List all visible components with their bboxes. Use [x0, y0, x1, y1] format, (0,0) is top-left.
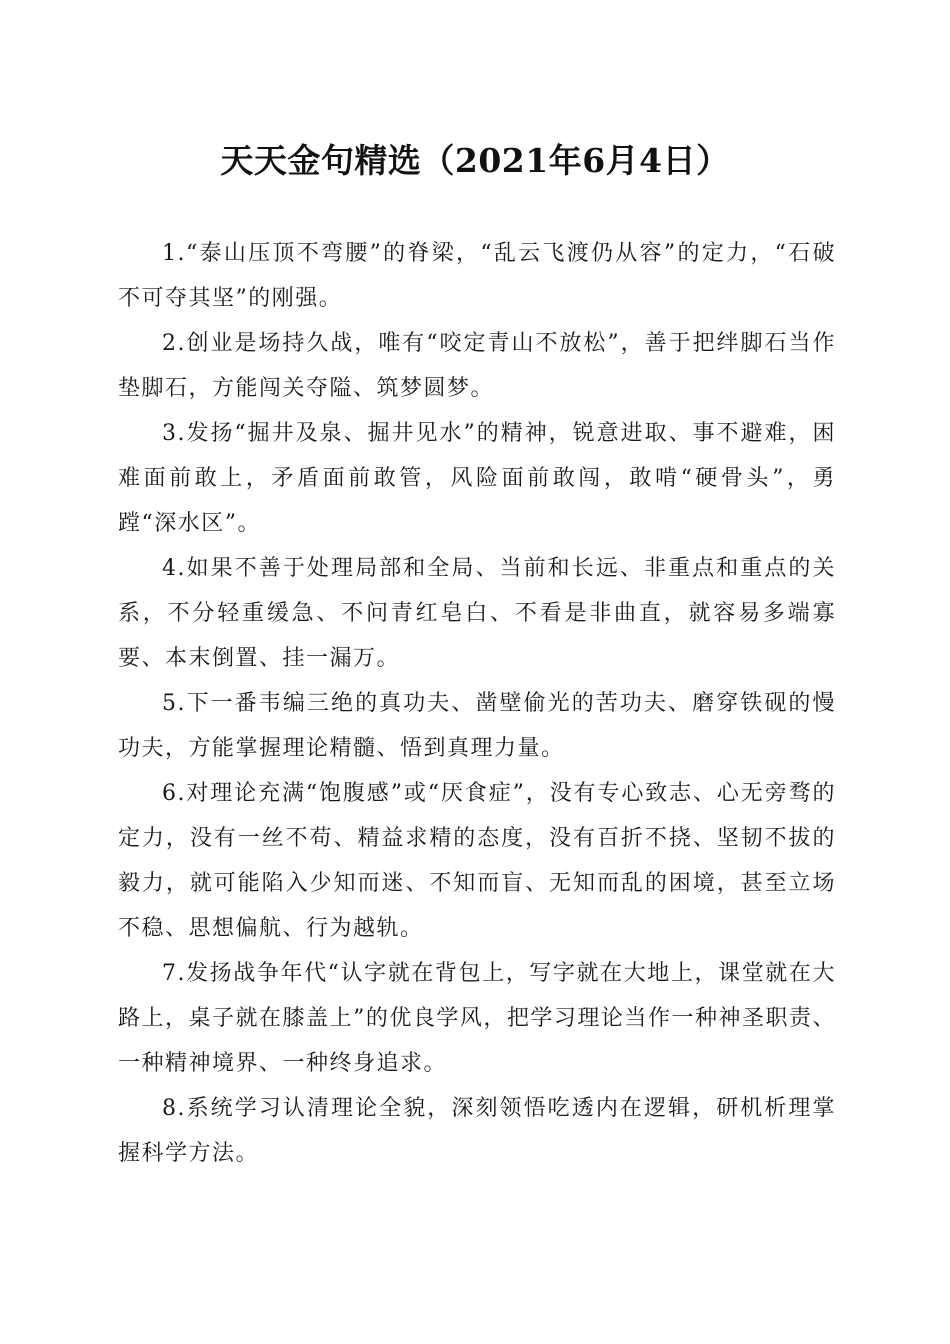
document-body — [118, 231, 836, 1176]
quote-paragraph-1: 1.“泰山压顶不弯腰”的脊梁，“乱云飞渡仍从容”的定力，“石破不可夺其坚”的刚强。 — [118, 241, 836, 311]
page-title: 天天金句精选（2021年6月4日） — [220, 141, 730, 180]
quote-paragraph-2: 2.创业是场持久战，唯有“咬定青山不放松”，善于把绊脚石当作垫脚石，方能闯关夺隘、筑梦圆梦。 — [118, 331, 836, 401]
quote-paragraph-7: 7.发扬战争年代“认字就在背包上，写字就在大地上，课堂就在大路上，桌子就在膝盖上”的优良学风，把学习理论当作一种神圣职责、一种精神境界、一种终身追求。 — [118, 961, 836, 1076]
quote-paragraph-8: 8.系统学习认清理论全貌，深刻领悟吃透内在逻辑，研机析理掌握科学方法。 — [118, 1096, 836, 1166]
quote-paragraph-4: 4.如果不善于处理局部和全局、当前和长远、非重点和重点的关系，不分轻重缓急、不问青红皂白、不看是非曲直，就容易多端寡要、本末倒置、挂一漏万。 — [118, 556, 836, 671]
quote-paragraph-6: 6.对理论充满“饱腹感”或“厌食症”，没有专心致志、心无旁骛的定力，没有一丝不苟、精益求精的态度，没有百折不挠、坚韧不拔的毅力，就可能陷入少知而迷、不知而盲、无知而乱的困境，甚至立场不稳、思想偏航、行为越轨。 — [118, 781, 836, 941]
quote-paragraph-3: 3.发扬“掘井及泉、掘井见水”的精神，锐意进取、事不避难，困难面前敢上，矛盾面前敢管，风险面前敢闯，敢啃“硬骨头”，勇蹚“深水区”。 — [118, 421, 836, 536]
quote-paragraph-5: 5.下一番韦编三绝的真功夫、凿壁偷光的苦功夫、磨穿铁砚的慢功夫，方能掌握理论精髓、悟到真理力量。 — [118, 691, 836, 761]
